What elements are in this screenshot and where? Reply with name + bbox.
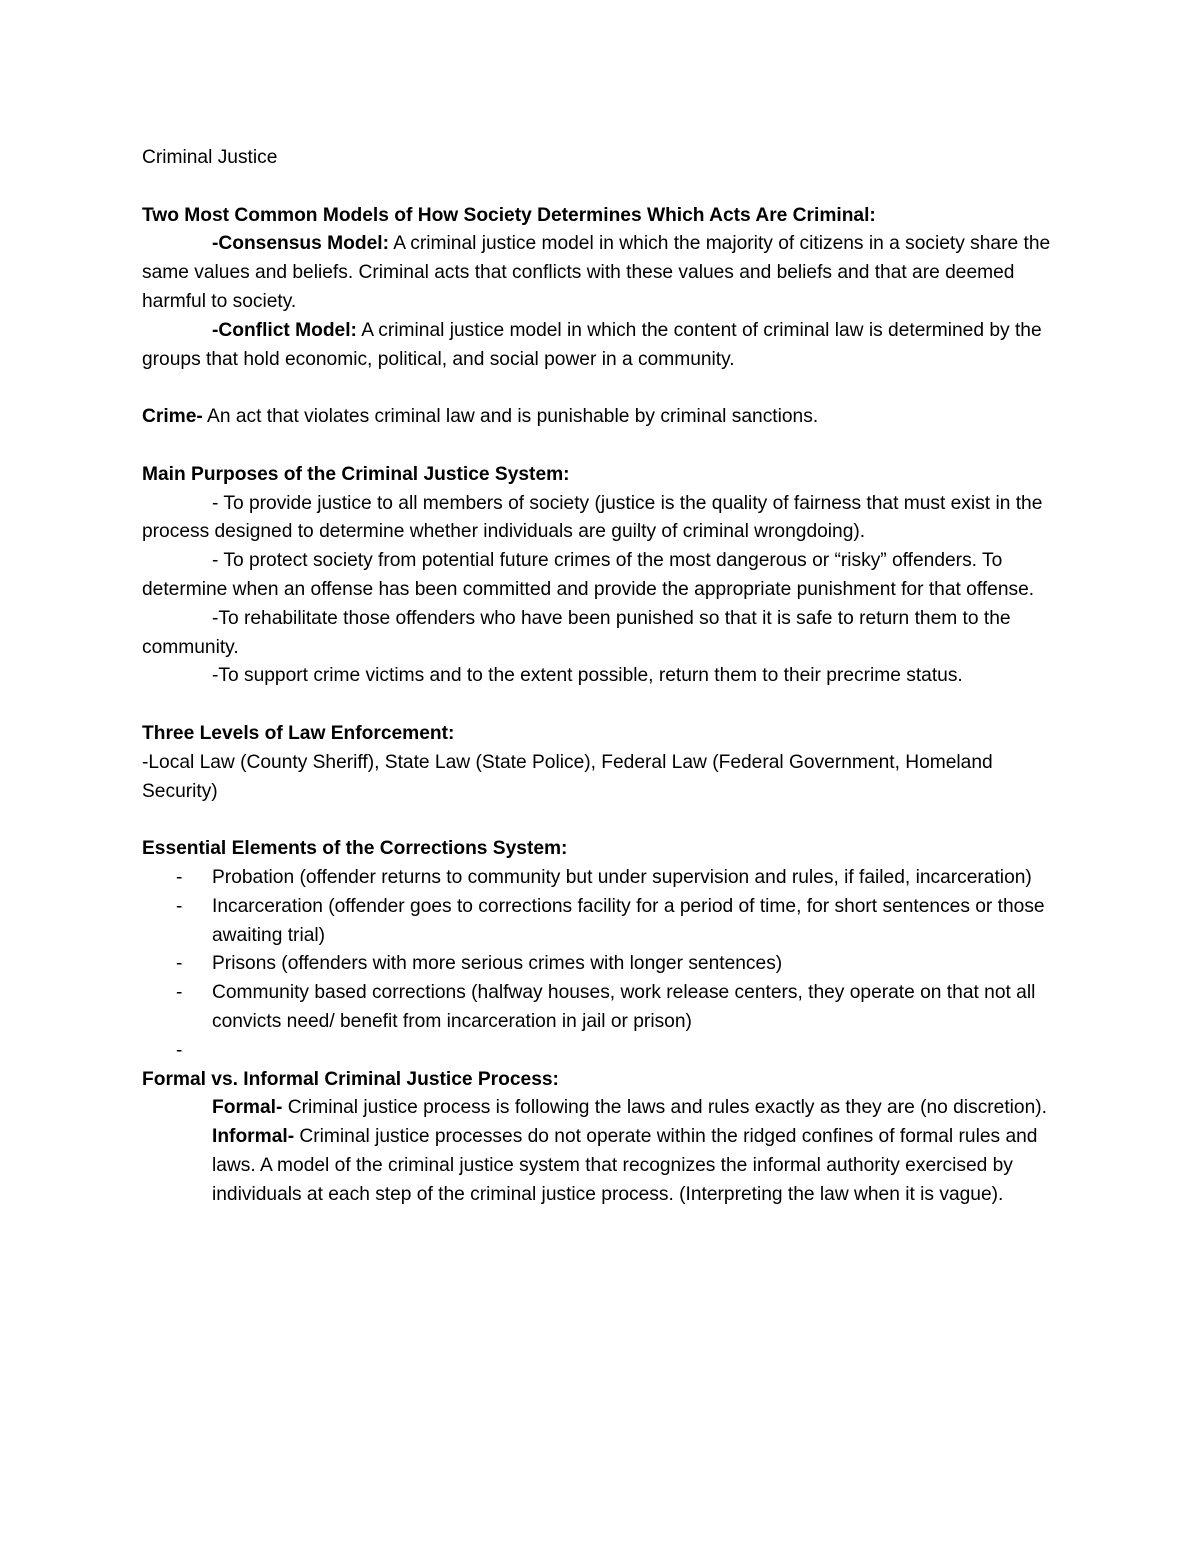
- list-item: [142, 893, 1072, 951]
- process-heading: Formal vs. Informal Criminal Justice Process:: [142, 1068, 559, 1090]
- bullet-dash: -: [176, 866, 183, 888]
- list-item-text: Prisons (offenders with more serious crimes with longer sentences): [212, 953, 783, 975]
- list-item: [142, 979, 1072, 1037]
- formal-term: Formal-: [212, 1097, 283, 1119]
- list-item-text: Community based corrections (halfway houses, work release centers, they operate on that not all convicts need/ benefit from incarceration in jail or prison): [212, 982, 1036, 1032]
- purpose-item: -To support crime victims and to the extent possible, return them to their precrime status.: [212, 665, 963, 687]
- spacer: [142, 432, 1072, 461]
- enforcement-heading: Three Levels of Law Enforcement:: [142, 722, 455, 744]
- document-body: [142, 144, 1072, 1209]
- list-item-text: Incarceration (offender goes to corrections facility for a period of time, for short sentences or those awaiting trial): [212, 895, 1045, 946]
- purpose-item: - To provide justice to all members of society (justice is the quality of fairness that must exist in the process designed to determine whether individuals are guilty of criminal wrongdoing).: [142, 492, 1043, 543]
- spacer: [142, 173, 1072, 202]
- corrections-list: [142, 864, 1072, 1066]
- spacer: [142, 691, 1072, 720]
- list-item: [142, 950, 1072, 979]
- spacer: [142, 374, 1072, 403]
- enforcement-text: -Local Law (County Sheriff), State Law (State Police), Federal Law (Federal Government, Homeland Security): [142, 751, 993, 802]
- crime-text: An act that violates criminal law and is punishable by criminal sanctions.: [202, 406, 819, 428]
- list-item: [142, 1037, 1072, 1066]
- bullet-dash: -: [176, 953, 183, 975]
- conflict-model-paragraph: [142, 317, 1072, 375]
- informal-paragraph: [142, 1123, 1072, 1209]
- bullet-dash: -: [176, 895, 183, 917]
- document-title: Criminal Justice: [142, 147, 278, 168]
- crime-definition: [142, 403, 1072, 432]
- purpose-item: - To protect society from potential future crimes of the most dangerous or “risky” offenders. To determine when an offense has been committed and provide the appropriate punishment for that offense.: [142, 550, 1035, 600]
- consensus-model-term: -Consensus Model:: [212, 233, 389, 255]
- corrections-heading: Essential Elements of the Corrections System:: [142, 838, 568, 860]
- consensus-model-paragraph: [142, 230, 1072, 316]
- bullet-dash: -: [176, 982, 183, 1004]
- crime-term: Crime-: [142, 406, 203, 428]
- conflict-model-term: -Conflict Model:: [212, 319, 357, 341]
- spacer: [142, 806, 1072, 835]
- consensus-model-text: A criminal justice model in which the majority of citizens in a society share the same values and beliefs. Criminal acts that conflicts with these values and beliefs and that are deemed harmful to society.: [142, 233, 1051, 312]
- formal-paragraph: [142, 1094, 1072, 1123]
- informal-term: Informal-: [212, 1126, 295, 1148]
- informal-text: Criminal justice processes do not operate within the ridged confines of formal rules and laws. A model of the criminal justice system that recognizes the informal authority exercised by individuals at each step of the criminal justice process. (Interpreting the law when it is vague).: [212, 1126, 1038, 1205]
- list-item-text: Probation (offender returns to community but under supervision and rules, if failed, incarceration): [212, 866, 1032, 888]
- conflict-model-text: A criminal justice model in which the content of criminal law is determined by the groups that hold economic, political, and social power in a community.: [142, 319, 1042, 370]
- purpose-item: -To rehabilitate those offenders who have been punished so that it is safe to return them to the community.: [142, 607, 1011, 658]
- formal-text: Criminal justice process is following the laws and rules exactly as they are (no discretion).: [282, 1097, 1047, 1119]
- list-item: [142, 864, 1072, 893]
- models-heading: Two Most Common Models of How Society Determines Which Acts Are Criminal:: [142, 204, 876, 226]
- bullet-dash: -: [176, 1039, 183, 1061]
- purposes-heading: Main Purposes of the Criminal Justice System:: [142, 463, 570, 485]
